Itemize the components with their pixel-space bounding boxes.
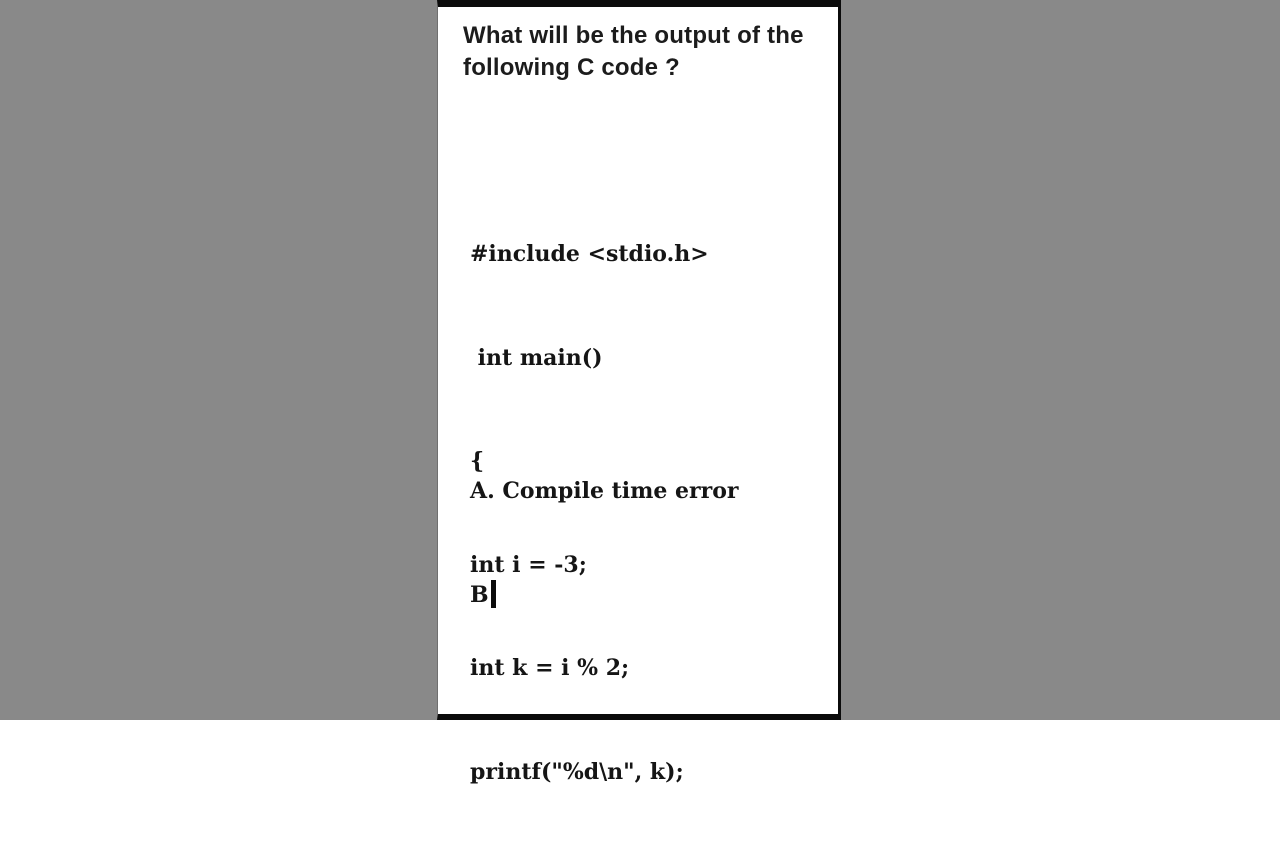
answer-options — [470, 405, 739, 681]
code-line-include: #include <stdio.h> — [470, 241, 709, 267]
option-a: A. Compile time error — [470, 478, 739, 504]
text-cursor — [491, 580, 496, 608]
code-line-int-k: int k = i % 2; — [470, 655, 630, 681]
option-b-partial — [470, 578, 739, 613]
typed-text: B — [470, 581, 489, 608]
question-title: What will be the output of the following C code ? — [463, 22, 804, 81]
code-line-printf: printf("%d\n", k); — [470, 758, 684, 785]
code-line-open-brace: { — [470, 448, 485, 474]
code-line-int-i: int i = -3; — [470, 551, 587, 578]
quiz-card — [437, 0, 841, 785]
code-line-main: int main() — [470, 344, 603, 371]
